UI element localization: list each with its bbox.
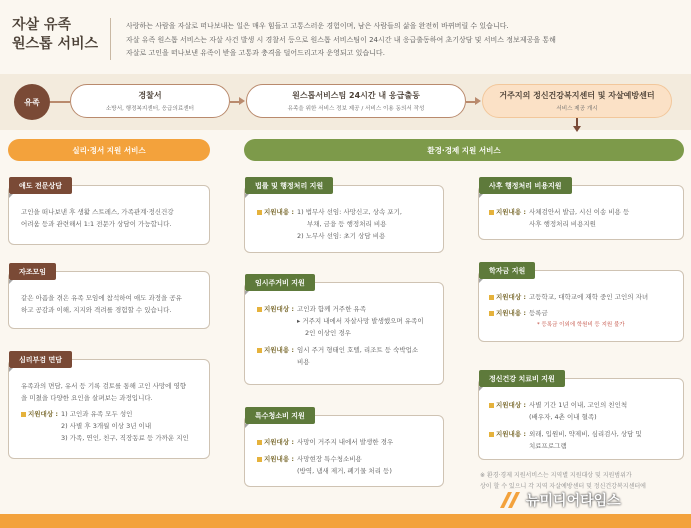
card-label: 지원내용 : [496,430,526,438]
card-special-cleaning [244,411,444,487]
card-text: 을 미쳤을 다양한 요인을 살펴보는 과정입니다. [21,394,153,402]
flow-step-center [482,84,672,118]
newsmedia-logo [500,488,690,512]
footnote-line: 상이 할 수 있으니 각 지역 자살예방센터 및 정신건강복지센터에 [480,483,646,490]
card-item: 사후 행정처리 비용지원 [528,220,596,228]
card-text: 하고 공감과 이해, 지지와 격려를 경험할 수 있습니다. [21,306,172,314]
arrow-down-icon [573,126,581,132]
card-label: 지원내용 : [496,309,526,317]
flow-step-title: 거주지의 정신건강복지센터 및 자살예방센터 [499,91,655,100]
bullet-icon [489,210,494,215]
card-tab: 애도 전문상담 [9,177,72,194]
card-item: 비용 [296,358,310,366]
card-tab: 법률 및 행정처리 지원 [245,177,333,194]
card-item: 1) 법무사 선임: 사망신고, 상속 포기, [296,208,402,216]
bullet-icon [489,295,494,300]
card-item: 사망현장 특수청소비용 [296,455,362,463]
bullet-icon [257,457,262,462]
card-label: 지원대상 : [496,293,526,301]
card-note: * 등록금 이외에 학원비 등 지원 불가 [537,322,625,328]
card-label: 지원내용 : [496,208,526,216]
flow-step-police [70,84,230,118]
card-tab: 정신건강 치료비 지원 [479,370,565,387]
card-tab: 자조모임 [9,263,56,280]
bottom-bar [0,514,691,528]
card-item: 사별 기간 1년 이내, 고인의 친인척 [528,401,628,409]
bullet-icon [489,432,494,437]
flow-step-sub: 소방서, 행정복지센터, 응급의료센터 [105,106,195,112]
card-label: 지원내용 : [264,455,294,463]
arrow-right-icon [239,97,245,105]
title-line-1: 자살 유족 [12,17,71,33]
card-self-help-group [8,267,210,329]
card-item: 치료프로그램 [528,442,567,450]
card-post-admin [478,181,684,240]
card-item: 등록금 [528,309,548,317]
bullet-icon [489,403,494,408]
card-label: 지원내용 : [264,346,294,354]
bullet-icon [489,311,494,316]
card-item: 사망이 거주지 내에서 발생한 경우 [296,438,394,446]
card-label: 지원대상 : [264,305,294,313]
card-item: ▸ 거주지 내에서 자살사망 발생했으며 유족이 [296,317,424,325]
card-text: 고인을 떠나보낸 후 생활 스트레스, 가족관계·정신건강 [21,208,174,216]
flow-step-sub: 서비스 제공 개시 [556,106,598,112]
card-tab: 학자금 지원 [479,262,535,279]
flow-step-title: 경찰서 [138,91,162,100]
arrow-right-icon [475,97,481,105]
card-item: 2) 사별 후 3개월 이상 3년 이내 [60,422,152,430]
intro-text [126,20,686,61]
card-tab: 임시주거비 지원 [245,274,315,291]
card-label: 지원대상 : [496,401,526,409]
bullet-icon [21,412,26,417]
card-item: 부채, 금융 등 행정처리 비용 [306,220,387,228]
bullet-icon [257,210,262,215]
intro-line-1: 사랑하는 사람을 자살로 떠나보내는 일은 매우 힘들고 고통스러운 경험이며, 남은 사람들의 삶을 완전히 바뀌버릴 수 있습니다. [126,22,509,30]
card-grief-counseling [8,181,210,245]
arrow-down-line [576,118,578,126]
logo-text: 뉴미디어타임스 [526,493,621,509]
card-item: 고인과 함께 거주한 유족 [296,305,366,313]
page-title [12,16,112,54]
flow-step-title: 원스톱서비스팀 24시간 내 응급출동 [292,91,420,100]
card-item: (배우자, 4촌 이내 혈족) [528,413,597,421]
bullet-icon [257,348,262,353]
card-label: 지원대상 : [264,438,294,446]
card-tab: 사후 행정처리 비용지원 [479,177,572,194]
card-item: 2) 노무사 선임: 초기 상담 비용 [296,232,386,240]
card-item: (방역, 냄새 제거, 폐기물 처리 등) [296,467,392,475]
banner-economic-support: 환경·경제 지원 서비스 [244,139,684,161]
card-item: 1) 고인과 유족 모두 성인 [60,410,133,418]
card-label: 지원내용 : [264,208,294,216]
card-psych-autopsy [8,355,210,459]
card-mental-health [478,374,684,460]
title-divider [110,18,111,60]
bullet-icon [257,307,262,312]
card-item: 임시 주거 형태인 호텔, 리조트 등 숙박업소 [296,346,419,354]
banner-emotional-support: 실리·정서 지원 서비스 [8,139,210,161]
card-tuition [478,266,684,342]
intro-line-3: 자살로 고인을 떠나보낸 유족이 받을 고통과 충격을 덜어드리고자 운영되고 있습니다. [126,49,385,57]
flow-start-circle: 유족 [14,84,50,120]
card-tab: 심리부검 면담 [9,351,72,368]
card-text: 어려움 등과 관련해서 1:1 전문가 상담이 가능합니다. [21,220,172,228]
card-item: 사체검안서 발급, 시신 이송 비용 등 [528,208,630,216]
card-text: 같은 아픔을 겪은 유족 모임에 참석하여 애도 과정을 공유 [21,294,182,302]
flow-connector [50,101,70,103]
card-item: 외래, 입원비, 약제비, 심리검사, 상담 및 [528,430,642,438]
flow-step-onestop [246,84,466,118]
logo-mark-icon [500,492,522,508]
title-line-2: 원스톱 서비스 [12,36,99,52]
card-text: 유족과의 면담, 유서 등 기록 검토를 통해 고인 사망에 영향 [21,382,187,390]
card-tab: 특수청소비 지원 [245,407,315,424]
bullet-icon [257,440,262,445]
card-item: 3) 가족, 연인, 친구, 직장동료 등 가까운 지인 [60,434,189,442]
card-item: 고등학교, 대학교에 재학 중인 고인의 자녀 [528,293,649,301]
card-legal-admin [244,181,444,253]
card-item: 2인 이상인 경우 [304,329,351,337]
flow-step-sub: 유족을 위한 서비스 정보 제공 / 서비스 이용 동의서 작성 [287,106,425,112]
card-temp-housing [244,278,444,385]
intro-line-2: 자살 유족 원스톱 서비스는 자살 사건 발생 시 경찰서 등으로 원스톱 서비스팀이 24시간 내 응급출동하여 초기상담 및 서비스 정보제공을 통해 [126,35,556,44]
footnote-line: ※ 환경·경제 지원서비스는 지역별 지원대상 및 지원범위가 [480,472,632,479]
card-label: 지원대상 : [28,410,58,418]
